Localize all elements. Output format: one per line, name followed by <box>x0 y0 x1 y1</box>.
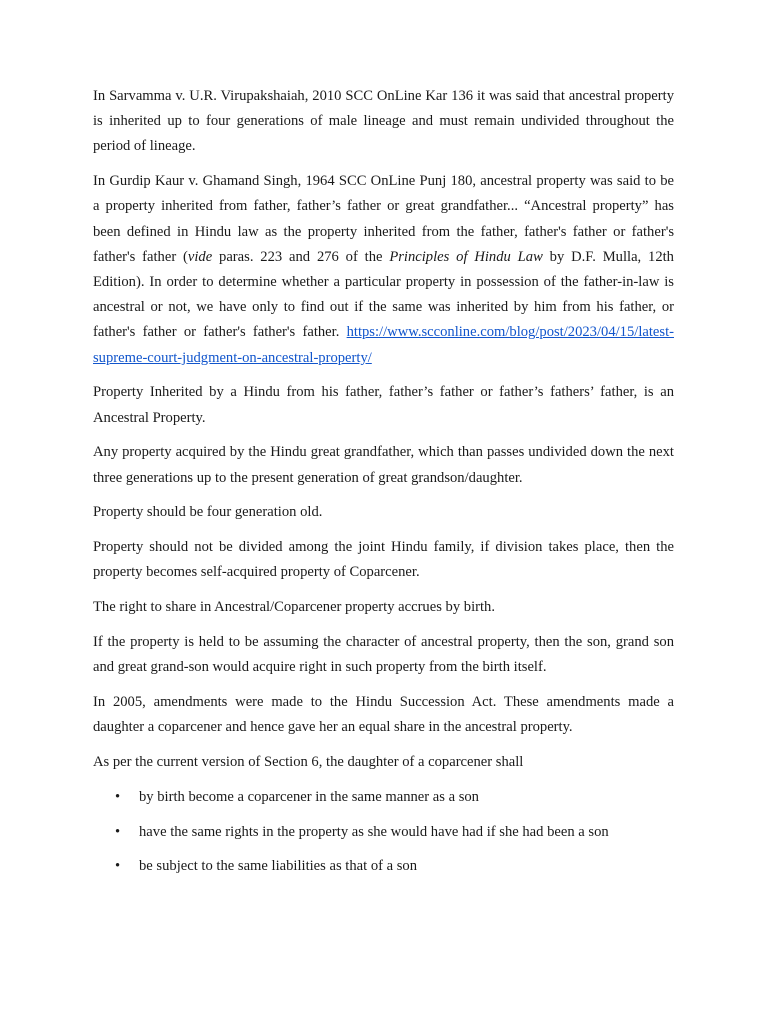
vide-italic: vide <box>187 248 213 265</box>
paragraph-2005-amendments: In 2005, amendments were made to the Hindu Succession Act. These amendments made a daughter a coparcener and hence gave her an equal share in the ancestral property. <box>93 694 674 736</box>
paragraph-great-grandfather: Any property acquired by the Hindu great grandfather, which than passes undivided down the next three generations up to the present generation of great grandson/daughter. <box>93 444 674 486</box>
list-item <box>93 785 674 810</box>
list-item-text: have the same rights in the property as she would have had if she had been a son <box>139 823 609 840</box>
document-page <box>93 84 674 889</box>
paragraph-not-divided: Property should not be divided among the joint Hindu family, if division takes place, then the property becomes self-acquired property of Coparcener. <box>93 539 674 581</box>
paragraph-gurdip-text-2: paras. 223 and 276 of the <box>212 248 390 265</box>
daughter-rights-list <box>93 785 674 880</box>
scconline-link[interactable]: https://www.scconline.com/blog/post/2023/04/15/latest-supreme-court-judgment-on-ancestral-property/ <box>93 324 674 366</box>
paragraph-gurdip-text-3: by D.F. Mulla, 12th Edition). In order to determine whether a particular property in possession of the father-in-law is ancestral or not, we have only to find out if the same was inherited by him from his father, or father's father or father's father's father. <box>93 248 674 341</box>
paragraph-gurdip-kaur <box>93 169 674 371</box>
paragraph-son-grandson: If the property is held to be assuming the character of ancestral property, then the son, grand son and great grand-son would acquire right in such property from the birth itself. <box>93 634 674 676</box>
paragraph-gurdip-text-1: In Gurdip Kaur v. Ghamand Singh, 1964 SCC OnLine Punj 180, ancestral property was said to be a property inherited from father, father’s father or great grandfather... “Ancestral property” has been defined in Hindu law as the property inherited from the father, father's father or father's father's father ( <box>93 173 674 265</box>
list-item-text: be subject to the same liabilities as that of a son <box>139 858 418 875</box>
paragraph-four-generations: Property should be four generation old. <box>93 504 323 521</box>
list-item <box>93 820 674 845</box>
paragraph-right-by-birth: The right to share in Ancestral/Coparcener property accrues by birth. <box>93 599 495 616</box>
paragraph-inherited-definition: Property Inherited by a Hindu from his father, father’s father or father’s fathers’ father, is an Ancestral Property. <box>93 384 674 426</box>
list-item-text: by birth become a coparcener in the same manner as a son <box>139 788 479 805</box>
bullet-icon: • <box>115 858 121 875</box>
bullet-icon: • <box>115 788 121 805</box>
paragraph-sarvamma: In Sarvamma v. U.R. Virupakshaiah, 2010 SCC OnLine Kar 136 it was said that ancestral property is inherited up to four generations of male lineage and must remain undivided throughout the period of lineage. <box>93 88 674 155</box>
paragraph-section-6: As per the current version of Section 6, the daughter of a coparcener shall <box>93 754 524 771</box>
list-item <box>93 854 674 879</box>
bullet-icon: • <box>115 823 121 840</box>
book-title-italic: Principles of Hindu Law <box>389 248 543 265</box>
